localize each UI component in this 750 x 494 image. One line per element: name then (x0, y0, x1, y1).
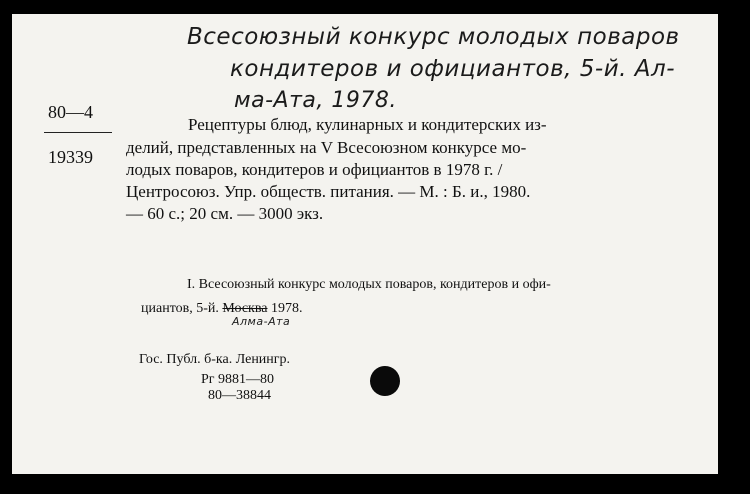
description-line-3: лодых поваров, кондитеров и официантов в 1978 г. / (126, 160, 503, 179)
tracing-year: 1978. (271, 301, 303, 316)
call-number-top: 80—4 (48, 102, 93, 122)
library-stamp-line-3: 80—38844 (208, 388, 271, 403)
call-number-divider (44, 132, 112, 133)
call-number-bottom: 19339 (48, 147, 93, 167)
description-line-1: Рецептуры блюд, кулинарных и кондитерских из- (188, 115, 547, 134)
library-stamp-line-2: Рг 9881—80 (201, 372, 275, 387)
library-stamp-line-1: Гос. Публ. б-ка. Ленингр. (139, 352, 291, 367)
description-line-2: делий, представленных на V Всесоюзном конкурсе мо- (126, 138, 527, 157)
description-line-4: Центросоюз. Упр. обществ. питания. — М. : Б. и., 1980. (126, 182, 531, 201)
handwritten-heading-line-3: ма-Ата, 1978. (234, 88, 397, 113)
description-line-5: — 60 с.; 20 см. — 3000 экз. (126, 204, 324, 223)
punched-hole (370, 366, 400, 396)
tracing-prefix: циантов, 5-й. (141, 301, 219, 316)
tracing-line-1: I. Всесоюзный конкурс молодых поваров, кондитеров и офи- (187, 277, 551, 292)
handwritten-heading-line-1: Всесоюзный конкурс молодых поваров (187, 24, 680, 50)
catalog-card (12, 14, 718, 474)
struck-place-name: Москва (222, 301, 268, 316)
handwritten-place-correction: Алма-Ата (232, 315, 291, 328)
handwritten-heading-line-2: кондитеров и официантов, 5-й. Ал- (230, 56, 675, 82)
